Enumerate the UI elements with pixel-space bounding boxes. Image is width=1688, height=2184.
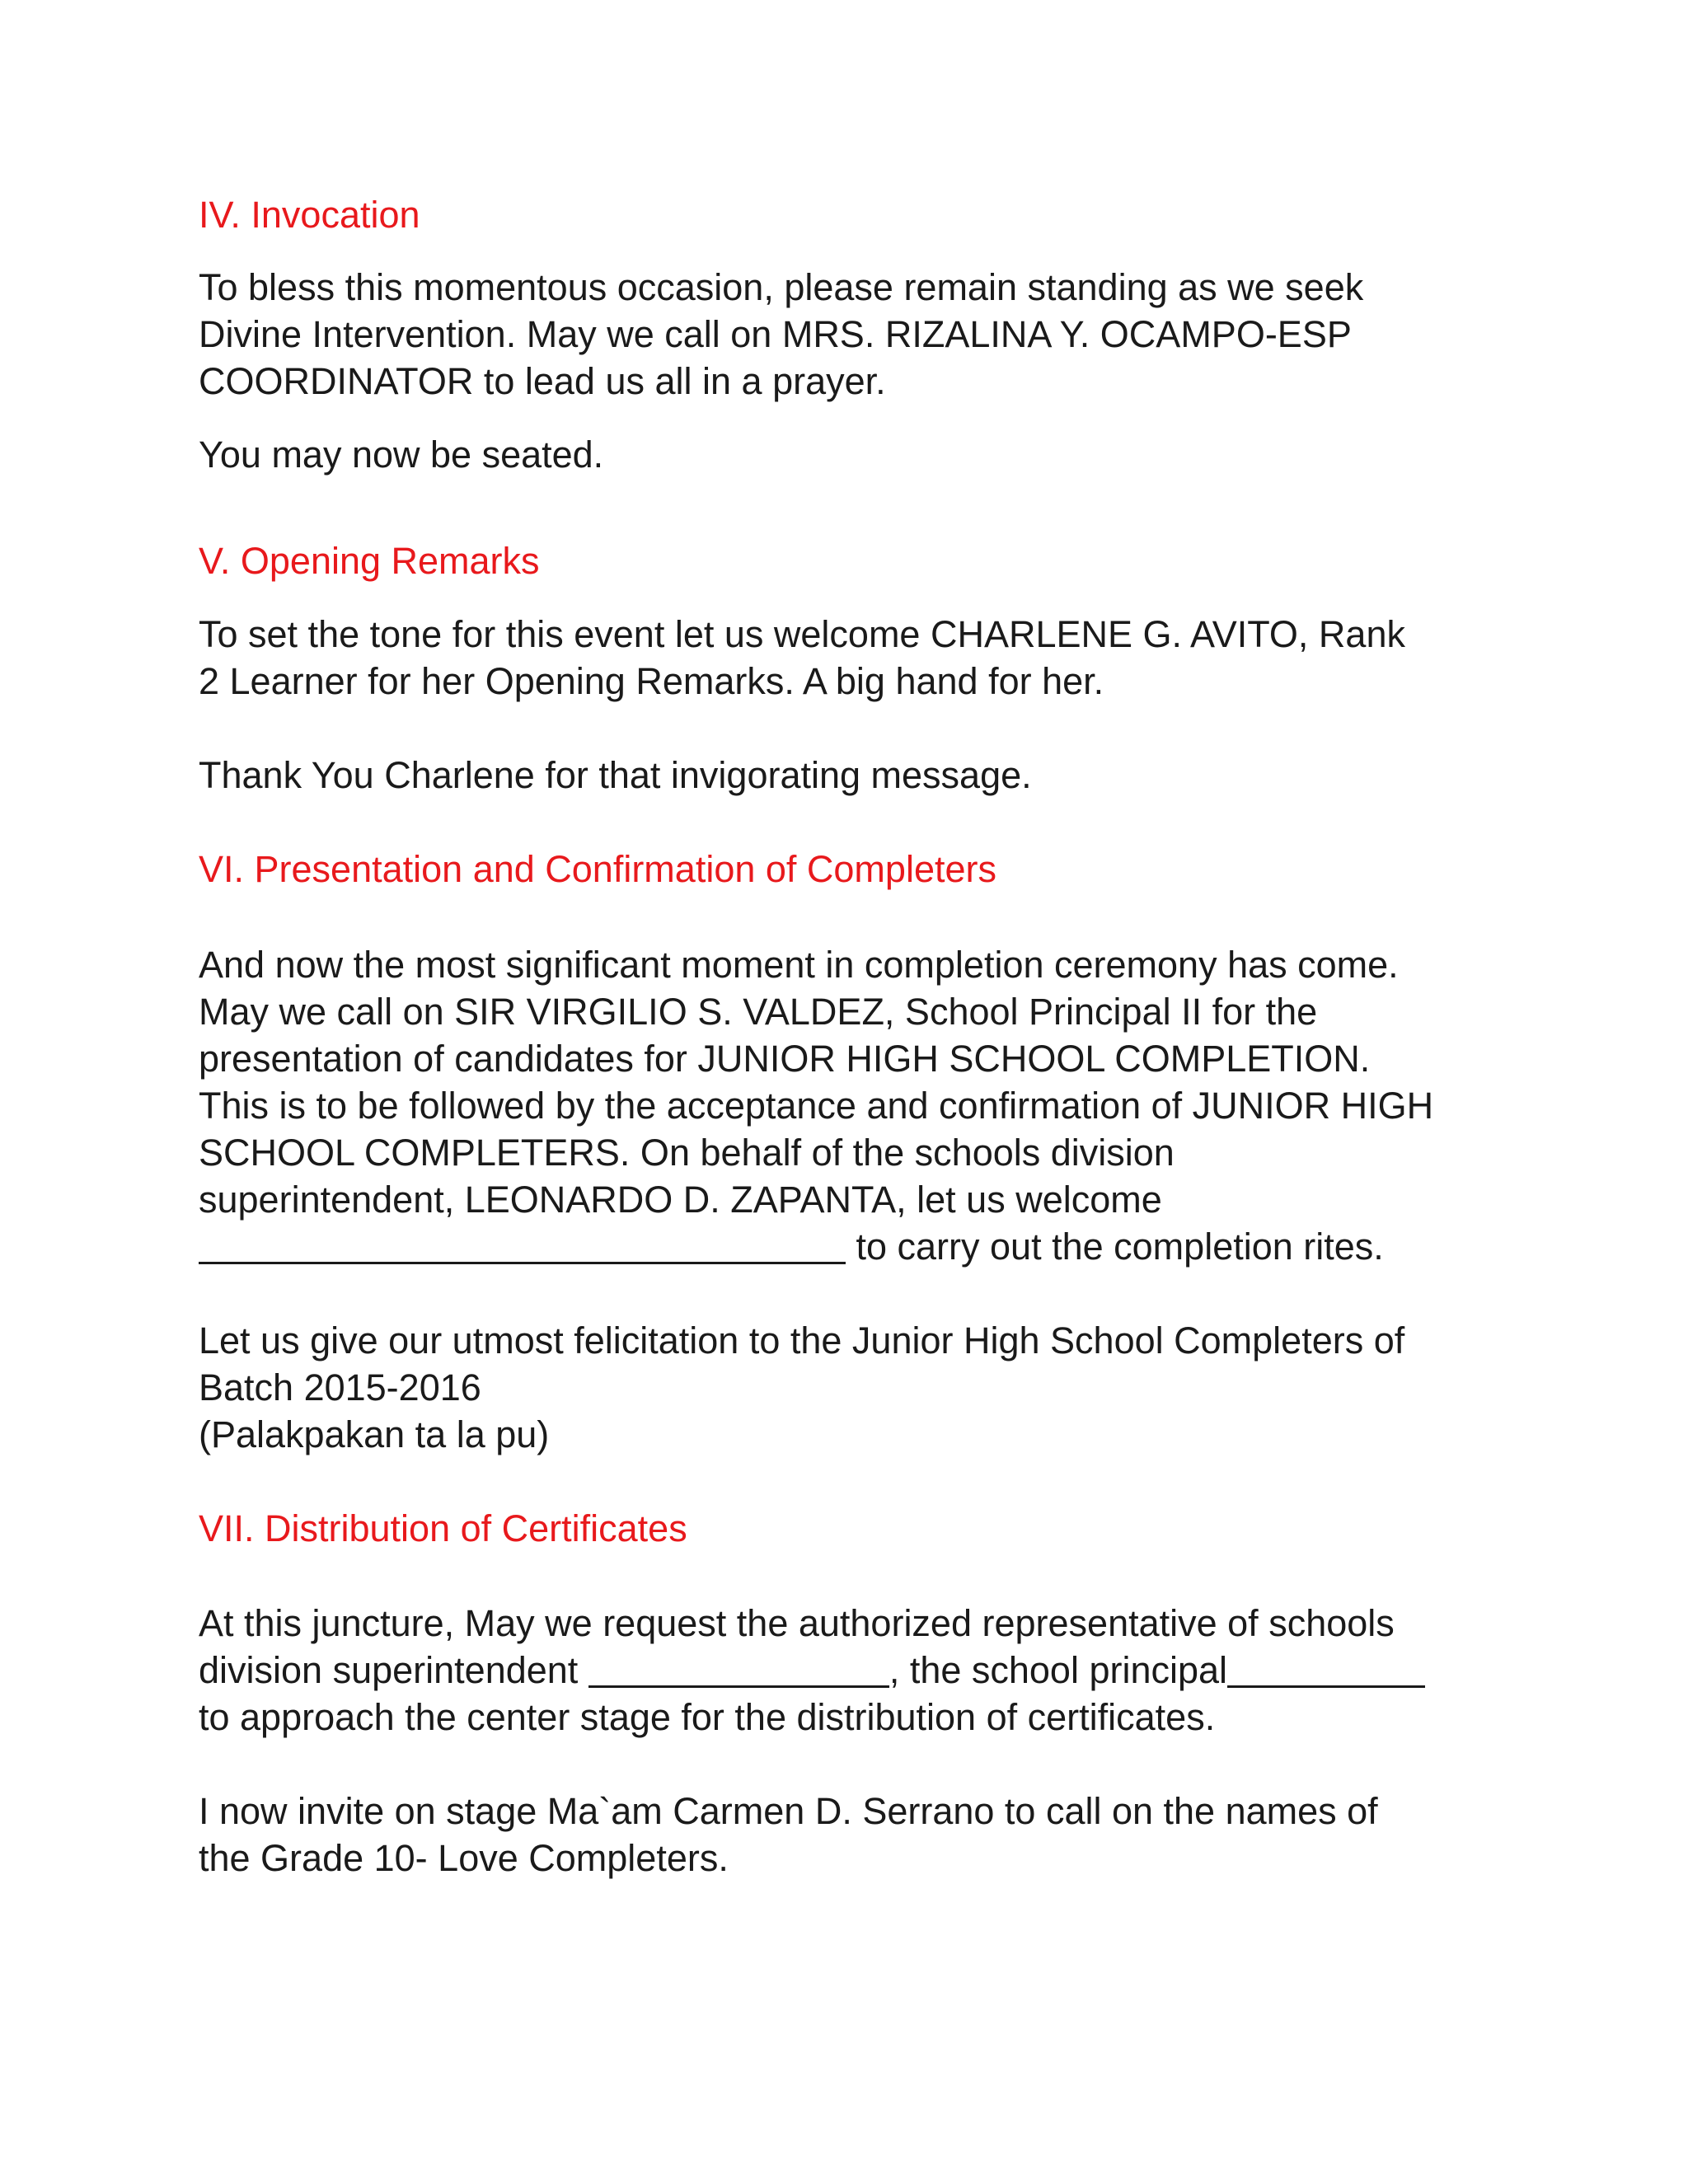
distribution-paragraph xyxy=(199,1600,1517,1741)
superintendent-blank-line xyxy=(588,1649,889,1688)
presentation-paragraph xyxy=(199,941,1517,1270)
document-body xyxy=(199,191,1517,1882)
section-heading-invocation: IV. Invocation xyxy=(199,194,420,236)
presentation-text-end: to carry out the completion rites. xyxy=(846,1226,1384,1268)
distribution-line-1: At this juncture, May we request the authorized representative of schools xyxy=(199,1602,1395,1644)
invocation-seated-paragraph: You may now be seated. xyxy=(199,434,604,476)
name-blank-line xyxy=(199,1226,846,1264)
distribution-line-3: to approach the center stage for the distribution of certificates. xyxy=(199,1696,1216,1738)
felicitation-paragraph: Let us give our utmost felicitation to the Junior High School Completers of Batch 2015-2016 (Palakpakan ta la pu) xyxy=(199,1319,1405,1455)
opening-remarks-thanks-paragraph: Thank You Charlene for that invigorating message. xyxy=(199,754,1032,796)
section-heading-presentation: VI. Presentation and Confirmation of Completers xyxy=(199,848,996,890)
principal-blank-line xyxy=(1227,1649,1425,1688)
distribution-line-2-start: division superintendent xyxy=(199,1649,588,1691)
presentation-text: And now the most significant moment in completion ceremony has come. May we call on SIR VIRGILIO S. VALDEZ, School Principal II for the presentation of candidates for JUNIOR HIGH SCHOOL COMPLETION. This is to be followed by the acceptance and confirmation of JUNIOR HIGH SCHOOL COMPLETERS. On behalf of the schools division superintendent, LEONARDO D. ZAPANTA, let us welcome xyxy=(199,944,1434,1221)
opening-remarks-paragraph: To set the tone for this event let us welcome CHARLENE G. AVITO, Rank 2 Learner for her Opening Remarks. A big hand for her. xyxy=(199,613,1405,702)
invocation-paragraph: To bless this momentous occasion, please remain standing as we seek Divine Intervention. May we call on MRS. RIZALINA Y. OCAMPO-ESP COORDINATOR to lead us all in a prayer. xyxy=(199,266,1364,402)
invite-paragraph: I now invite on stage Ma`am Carmen D. Serrano to call on the names of the Grade 10- Love Completers. xyxy=(199,1790,1378,1879)
section-heading-opening-remarks: V. Opening Remarks xyxy=(199,540,540,582)
distribution-line-2-mid: , the school principal xyxy=(889,1649,1228,1691)
section-heading-distribution: VII. Distribution of Certificates xyxy=(199,1507,687,1549)
